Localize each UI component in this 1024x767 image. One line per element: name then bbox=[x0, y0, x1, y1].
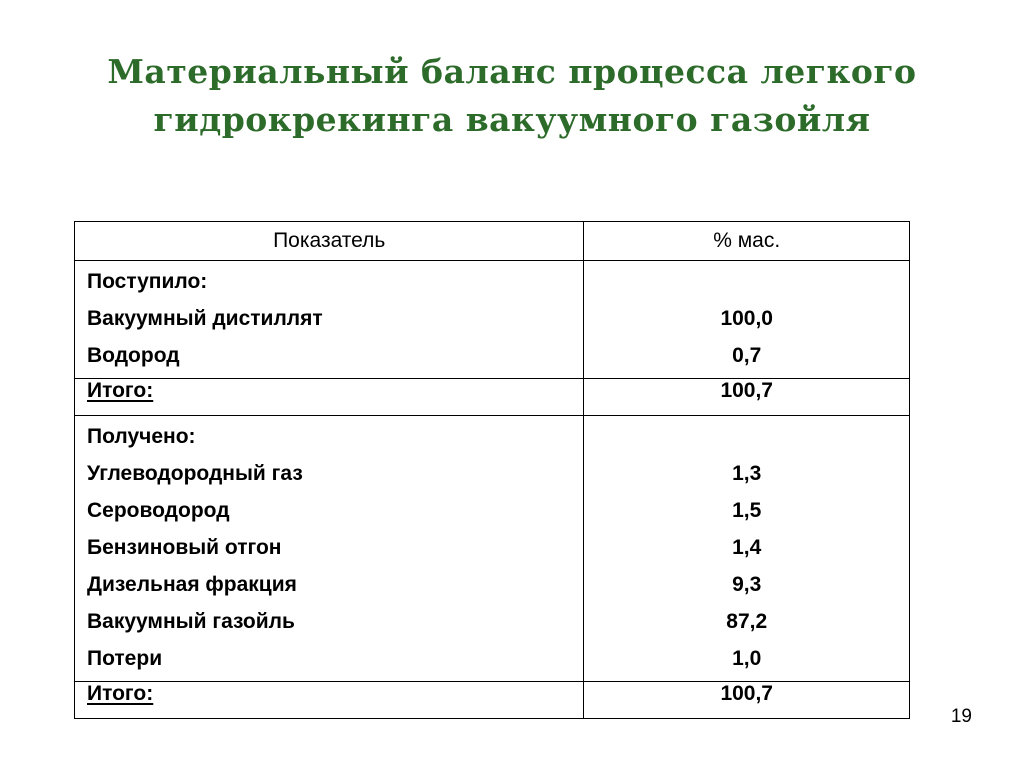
header-indicator: Показатель bbox=[75, 222, 584, 261]
output-item-value: 1,5 bbox=[732, 499, 762, 522]
output-item-name: Углеводородный газ bbox=[87, 462, 303, 485]
output-values-cell bbox=[584, 416, 910, 682]
output-block-row bbox=[75, 416, 910, 682]
input-block-row bbox=[75, 261, 910, 379]
output-heading: Получено: bbox=[87, 425, 196, 448]
input-total-label: Итого: bbox=[87, 379, 154, 402]
output-item-value: 1,0 bbox=[732, 647, 762, 670]
output-total-label: Итого: bbox=[87, 682, 154, 705]
output-item-name: Потери bbox=[87, 647, 163, 670]
slide-title bbox=[40, 48, 984, 144]
output-heading-spacer bbox=[584, 418, 909, 455]
input-labels-cell bbox=[75, 261, 584, 379]
output-total-row bbox=[75, 682, 910, 719]
output-total-value: 100,7 bbox=[584, 682, 910, 719]
output-item-value: 9,3 bbox=[732, 573, 762, 596]
input-heading: Поступило: bbox=[87, 270, 208, 293]
output-item-name: Вакуумный газойль bbox=[87, 610, 295, 633]
output-item-value: 1,4 bbox=[732, 536, 762, 559]
output-item-name: Дизельная фракция bbox=[87, 573, 297, 596]
table-header-row bbox=[75, 222, 910, 261]
input-values-cell bbox=[584, 261, 910, 379]
output-labels-cell bbox=[75, 416, 584, 682]
output-item-name: Сероводород bbox=[87, 499, 230, 522]
input-item-value: 100,0 bbox=[720, 307, 773, 330]
page-number: 19 bbox=[950, 706, 972, 727]
slide-title-line-1: Материальный баланс процесса легкого bbox=[107, 52, 917, 91]
input-heading-spacer bbox=[584, 263, 909, 300]
input-item-name: Вакуумный дистиллят bbox=[87, 307, 323, 330]
output-total-label-cell bbox=[75, 682, 584, 719]
input-total-value: 100,7 bbox=[584, 379, 910, 416]
output-item-value: 87,2 bbox=[726, 610, 768, 633]
slide-title-line-2: гидрокрекинга вакуумного газойля bbox=[153, 100, 871, 139]
input-total-label-cell bbox=[75, 379, 584, 416]
output-item-value: 1,3 bbox=[732, 462, 762, 485]
header-unit: % мас. bbox=[584, 222, 910, 261]
material-balance-table bbox=[74, 221, 910, 719]
input-item-name: Водород bbox=[87, 344, 180, 367]
output-item-name: Бензиновый отгон bbox=[87, 536, 282, 559]
input-total-row bbox=[75, 379, 910, 416]
input-item-value: 0,7 bbox=[732, 344, 762, 367]
